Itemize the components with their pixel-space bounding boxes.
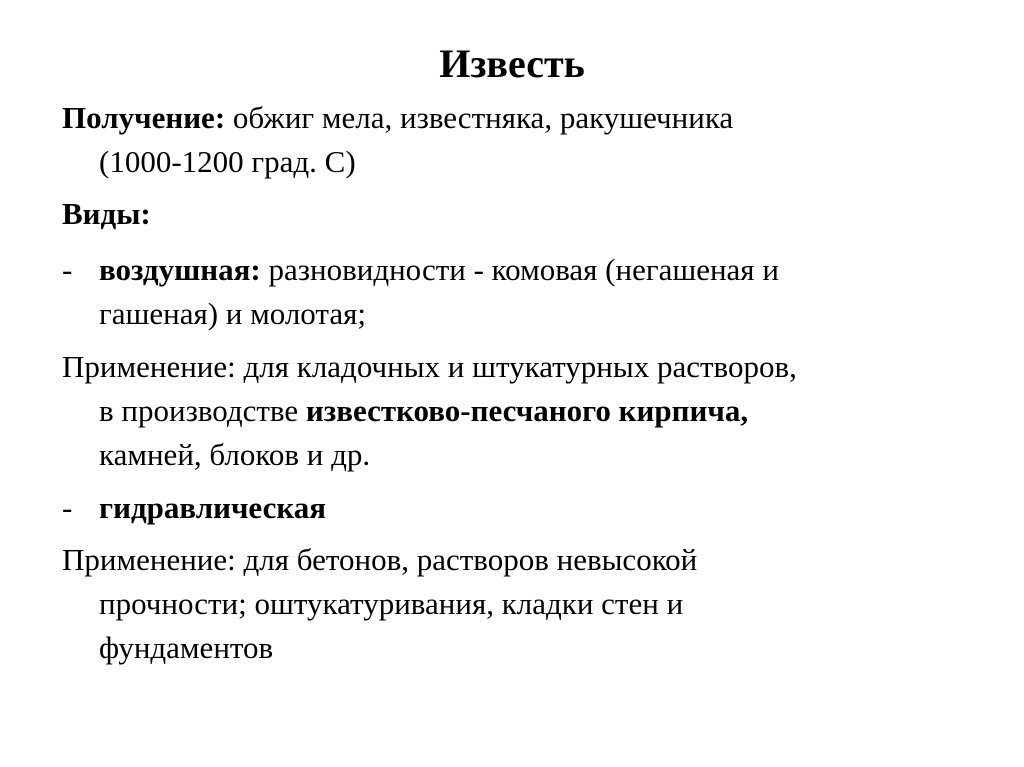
production-text: обжиг мела, известняка, ракушечника <box>225 100 734 135</box>
air-use-bold: известково-песчаного кирпича, <box>305 393 749 428</box>
air-lime-item <box>62 248 962 336</box>
air-text: разновидности - комовая (негашеная и <box>260 252 779 287</box>
hyd-use-line-2: прочности; оштукатуривания, кладки стен и <box>99 586 684 621</box>
hydraulic-label: гидравлическая <box>99 490 326 525</box>
hydraulic-use-paragraph <box>62 538 962 670</box>
types-heading: Виды: <box>62 196 151 231</box>
production-paragraph <box>62 96 962 184</box>
production-label: Получение: <box>62 100 226 135</box>
air-use-line-2: в производстве <box>99 393 306 428</box>
production-temp: (1000-1200 град. С) <box>99 144 356 179</box>
dash: - <box>62 490 73 525</box>
hydraulic-item <box>62 486 962 530</box>
types-label <box>62 192 962 236</box>
air-use-line-3: камней, блоков и др. <box>99 437 371 472</box>
hyd-use-line-1: Применение: для бетонов, растворов невысокой <box>62 542 698 577</box>
slide-title: Известь <box>439 41 585 86</box>
air-text-2: гашеная) и молотая; <box>99 296 366 331</box>
air-label: воздушная: <box>99 252 261 287</box>
air-use-line-1: Применение: для кладочных и штукатурных растворов, <box>62 349 797 384</box>
air-use-paragraph <box>62 345 962 477</box>
dash: - <box>62 252 73 287</box>
hyd-use-line-3: фундаментов <box>99 630 274 665</box>
